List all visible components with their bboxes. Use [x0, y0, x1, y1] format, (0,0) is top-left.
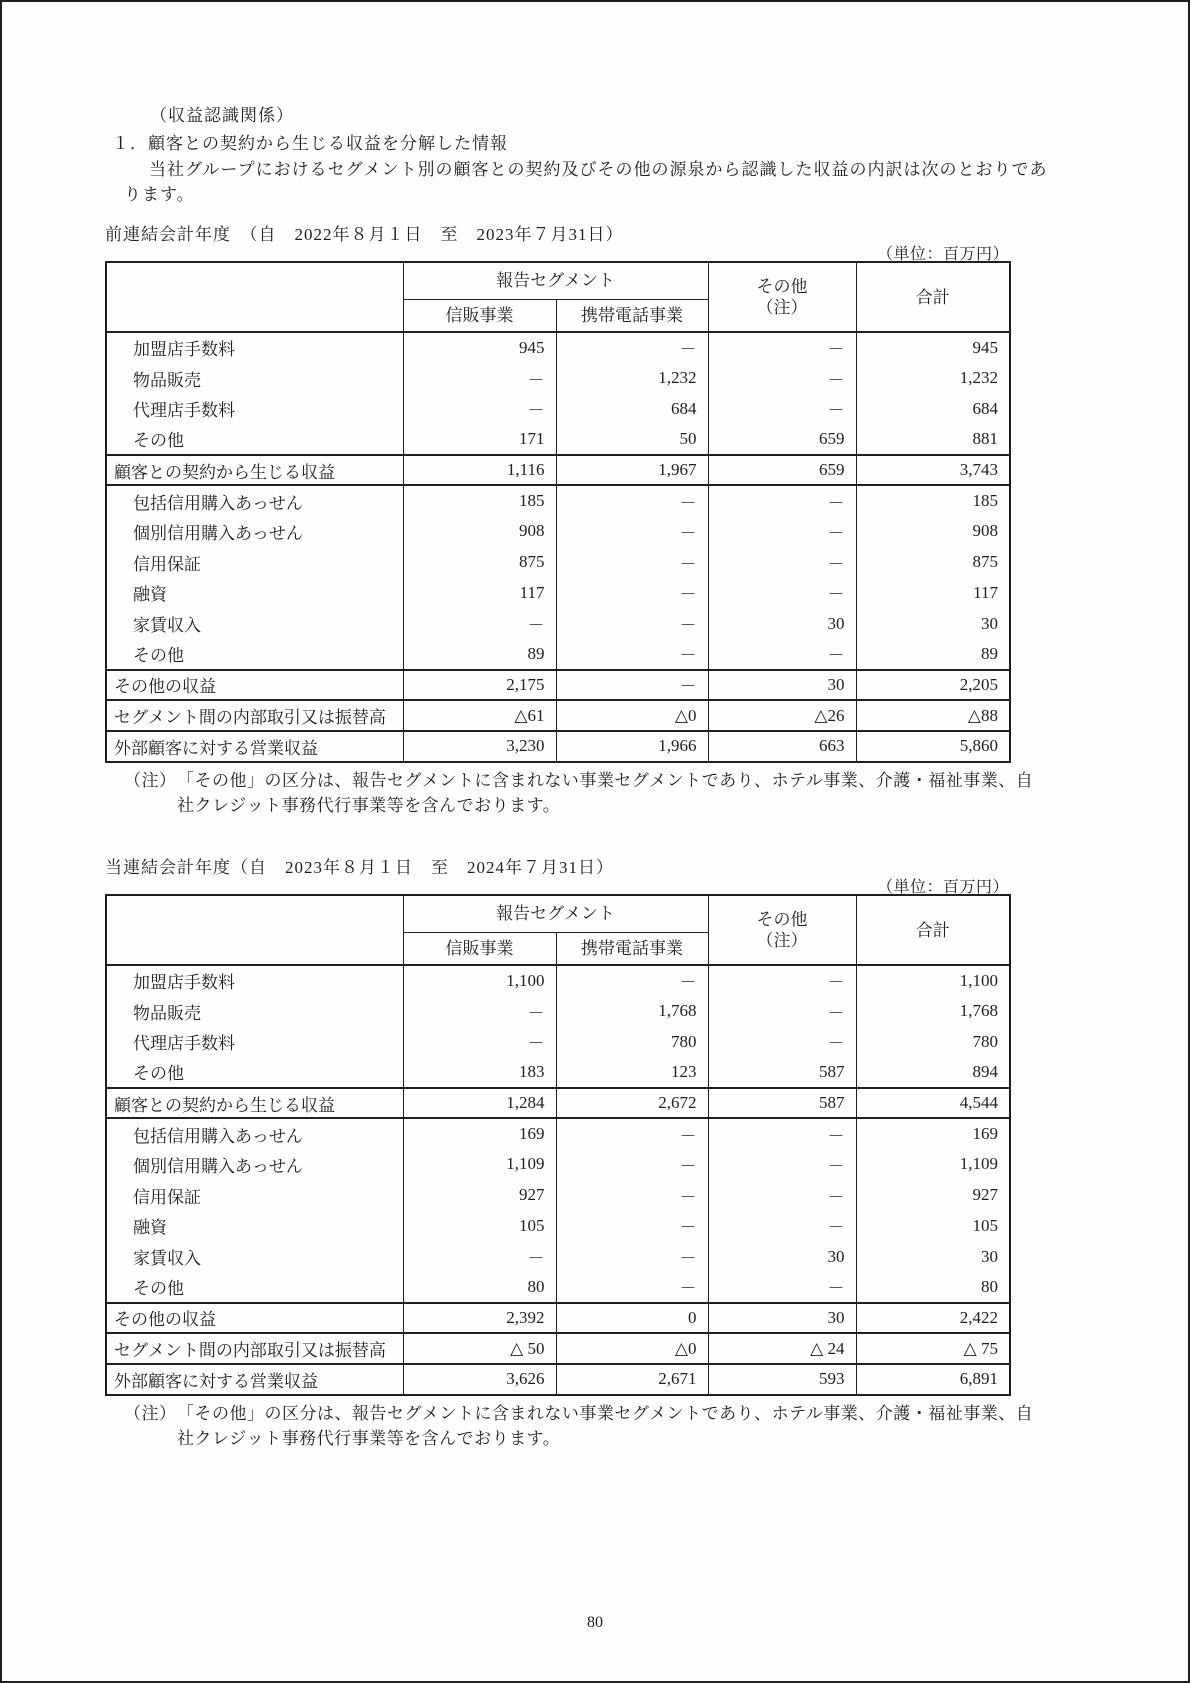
cell-value: 945: [856, 332, 1010, 363]
cell-value: －: [708, 1118, 856, 1149]
row-label: 包括信用購入あっせん: [106, 1118, 403, 1149]
cell-value: 30: [708, 1303, 856, 1334]
cell-value: 1,284: [403, 1088, 556, 1119]
cell-value: 593: [708, 1364, 856, 1395]
cell-value: 1,768: [556, 996, 708, 1027]
table-row: [106, 965, 1010, 996]
cell-value: 169: [403, 1118, 556, 1149]
row-label: その他: [106, 424, 403, 455]
table-row: [106, 1088, 1010, 1119]
header-total: 合計: [856, 262, 1010, 332]
header-other-line2: （注）: [756, 931, 808, 950]
cell-value: 659: [708, 424, 856, 455]
cell-value: －: [556, 485, 708, 516]
item-title: [112, 129, 508, 154]
intro-paragraph-line1: 当社グループにおけるセグメント別の顧客との契約及びその他の源泉から認識した収益の内訳は次のとおりであ: [149, 160, 1048, 179]
row-label: 個別信用購入あっせん: [106, 516, 403, 547]
cell-value: －: [556, 578, 708, 609]
table-row: [106, 1180, 1010, 1211]
table-row: [106, 1333, 1010, 1364]
row-label: 物品販売: [106, 996, 403, 1027]
cell-value: △ 75: [856, 1333, 1010, 1364]
cell-value: －: [403, 363, 556, 394]
cell-value: 2,175: [403, 670, 556, 701]
cell-value: 684: [556, 393, 708, 424]
cell-value: －: [556, 1118, 708, 1149]
table-row: [106, 578, 1010, 609]
cell-value: 881: [856, 424, 1010, 455]
row-label: その他: [106, 1272, 403, 1303]
cell-value: －: [708, 965, 856, 996]
cell-value: 80: [856, 1272, 1010, 1303]
note-line1: 「その他」の区分は、報告セグメントに含まれない事業セグメントであり、ホテル事業、介護・福祉事業、自: [177, 771, 1034, 790]
cell-value: 2,205: [856, 670, 1010, 701]
cell-value: 4,544: [856, 1088, 1010, 1119]
period-label-current-year: 当連結会計年度（自 2023年８月１日 至 2024年７月31日）: [105, 858, 614, 877]
table-row: [106, 424, 1010, 455]
row-label: セグメント間の内部取引又は振替高: [106, 700, 403, 731]
table-row: [106, 485, 1010, 516]
cell-value: －: [403, 393, 556, 424]
cell-value: 1,116: [403, 455, 556, 486]
row-label: 代理店手数料: [106, 393, 403, 424]
cell-value: 659: [708, 455, 856, 486]
cell-value: －: [556, 608, 708, 639]
cell-value: 185: [856, 485, 1010, 516]
cell-value: －: [708, 1180, 856, 1211]
cell-value: －: [556, 965, 708, 996]
segment-revenue-table-current-year: [105, 894, 1011, 1396]
cell-value: 780: [556, 1026, 708, 1057]
header-total: 合計: [856, 895, 1010, 965]
row-label: 信用保証: [106, 1180, 403, 1211]
cell-value: 587: [708, 1088, 856, 1119]
row-label: 物品販売: [106, 363, 403, 394]
cell-value: －: [708, 485, 856, 516]
row-label: 加盟店手数料: [106, 965, 403, 996]
cell-value: 3,626: [403, 1364, 556, 1395]
row-label: その他の収益: [106, 1303, 403, 1334]
cell-value: 3,230: [403, 731, 556, 762]
cell-value: 30: [856, 1241, 1010, 1272]
cell-value: －: [556, 1241, 708, 1272]
cell-value: 1,232: [856, 363, 1010, 394]
row-label: 家賃収入: [106, 608, 403, 639]
cell-value: 1,100: [856, 965, 1010, 996]
cell-value: 875: [403, 547, 556, 578]
row-label: その他: [106, 639, 403, 670]
table-body: [106, 332, 1010, 762]
cell-value: 927: [403, 1180, 556, 1211]
row-label: 家賃収入: [106, 1241, 403, 1272]
cell-value: △61: [403, 700, 556, 731]
header-blank-cell: [106, 262, 403, 332]
table-row: [106, 1241, 1010, 1272]
cell-value: 89: [856, 639, 1010, 670]
row-label: 顧客との契約から生じる収益: [106, 1088, 403, 1119]
table-row: [106, 731, 1010, 762]
table-row: [106, 1303, 1010, 1334]
row-label: 包括信用購入あっせん: [106, 485, 403, 516]
cell-value: 587: [708, 1057, 856, 1088]
cell-value: －: [708, 516, 856, 547]
table-row: [106, 547, 1010, 578]
cell-value: －: [708, 1272, 856, 1303]
header-shinpan-segment: 信販事業: [403, 932, 556, 965]
period-label-previous-year: 前連結会計年度 （自 2022年８月１日 至 2023年７月31日）: [105, 225, 624, 244]
cell-value: －: [403, 1241, 556, 1272]
cell-value: －: [556, 1149, 708, 1180]
cell-value: 1,109: [403, 1149, 556, 1180]
table-row: [106, 1149, 1010, 1180]
cell-value: 1,232: [556, 363, 708, 394]
cell-value: 117: [856, 578, 1010, 609]
header-other-line1: その他: [756, 910, 808, 929]
cell-value: －: [708, 363, 856, 394]
cell-value: －: [556, 639, 708, 670]
cell-value: 5,860: [856, 731, 1010, 762]
cell-value: 30: [708, 1241, 856, 1272]
table-row: [106, 516, 1010, 547]
cell-value: 89: [403, 639, 556, 670]
note-line2: 社クレジット事務代行事業等を含んでおります。: [177, 1429, 561, 1448]
header-row-group: [106, 895, 1010, 932]
cell-value: 663: [708, 731, 856, 762]
item-title-text: 顧客との契約から生じる収益を分解した情報: [148, 134, 508, 153]
cell-value: －: [556, 670, 708, 701]
cell-value: △0: [556, 1333, 708, 1364]
row-label: 融資: [106, 578, 403, 609]
table-body: [106, 965, 1010, 1395]
cell-value: 80: [403, 1272, 556, 1303]
cell-value: 945: [403, 332, 556, 363]
cell-value: 50: [556, 424, 708, 455]
table-row: [106, 608, 1010, 639]
cell-value: △ 50: [403, 1333, 556, 1364]
row-label: その他: [106, 1057, 403, 1088]
cell-value: －: [556, 1180, 708, 1211]
table-row: [106, 996, 1010, 1027]
table-note-current-year: [124, 1401, 1033, 1451]
cell-value: －: [403, 608, 556, 639]
row-label: 融資: [106, 1211, 403, 1242]
cell-value: 185: [403, 485, 556, 516]
cell-value: 875: [856, 547, 1010, 578]
row-label: 代理店手数料: [106, 1026, 403, 1057]
cell-value: －: [708, 996, 856, 1027]
table-row: [106, 363, 1010, 394]
cell-value: 908: [856, 516, 1010, 547]
header-other-line1: その他: [756, 277, 808, 296]
cell-value: －: [708, 332, 856, 363]
cell-value: 171: [403, 424, 556, 455]
unit-label: （単位：百万円）: [876, 246, 1009, 263]
cell-value: －: [708, 1026, 856, 1057]
table-row: [106, 332, 1010, 363]
table-row: [106, 1364, 1010, 1395]
row-label: 外部顧客に対する営業収益: [106, 731, 403, 762]
header-other-line2: （注）: [756, 298, 808, 317]
header-other: [708, 895, 856, 965]
cell-value: △0: [556, 700, 708, 731]
cell-value: －: [708, 1149, 856, 1180]
note-line1: 「その他」の区分は、報告セグメントに含まれない事業セグメントであり、ホテル事業、介護・福祉事業、自: [177, 1404, 1034, 1423]
cell-value: 183: [403, 1057, 556, 1088]
header-shinpan-segment: 信販事業: [403, 299, 556, 332]
table-row: [106, 670, 1010, 701]
cell-value: 927: [856, 1180, 1010, 1211]
note-label: （注）: [124, 771, 177, 790]
row-label: その他の収益: [106, 670, 403, 701]
table-row: [106, 1211, 1010, 1242]
table-row: [106, 1118, 1010, 1149]
table-row: [106, 1272, 1010, 1303]
cell-value: 2,672: [556, 1088, 708, 1119]
cell-value: －: [556, 1272, 708, 1303]
cell-value: 684: [856, 393, 1010, 424]
intro-paragraph-line2: ります。: [124, 185, 195, 204]
header-other: [708, 262, 856, 332]
cell-value: －: [556, 547, 708, 578]
row-label: セグメント間の内部取引又は振替高: [106, 1333, 403, 1364]
table-row: [106, 700, 1010, 731]
cell-value: －: [556, 1211, 708, 1242]
cell-value: 123: [556, 1057, 708, 1088]
cell-value: 0: [556, 1303, 708, 1334]
row-label: 顧客との契約から生じる収益: [106, 455, 403, 486]
cell-value: 105: [856, 1211, 1010, 1242]
header-mobile-segment: 携帯電話事業: [556, 932, 708, 965]
cell-value: 1,967: [556, 455, 708, 486]
cell-value: 780: [856, 1026, 1010, 1057]
cell-value: 1,768: [856, 996, 1010, 1027]
item-number: １．: [112, 134, 148, 153]
section-heading: （収益認識関係）: [150, 106, 294, 125]
cell-value: －: [708, 1211, 856, 1242]
cell-value: 908: [403, 516, 556, 547]
cell-value: 1,109: [856, 1149, 1010, 1180]
header-blank-cell: [106, 895, 403, 965]
cell-value: －: [708, 639, 856, 670]
row-label: 外部顧客に対する営業収益: [106, 1364, 403, 1395]
cell-value: 6,891: [856, 1364, 1010, 1395]
row-label: 個別信用購入あっせん: [106, 1149, 403, 1180]
note-label: （注）: [124, 1404, 177, 1423]
cell-value: 2,422: [856, 1303, 1010, 1334]
row-label: 加盟店手数料: [106, 332, 403, 363]
cell-value: －: [708, 393, 856, 424]
cell-value: △26: [708, 700, 856, 731]
header-mobile-segment: 携帯電話事業: [556, 299, 708, 332]
cell-value: 30: [708, 670, 856, 701]
cell-value: 1,100: [403, 965, 556, 996]
cell-value: 2,392: [403, 1303, 556, 1334]
row-label: 信用保証: [106, 547, 403, 578]
note-line2: 社クレジット事務代行事業等を含んでおります。: [177, 796, 561, 815]
cell-value: －: [556, 332, 708, 363]
cell-value: 169: [856, 1118, 1010, 1149]
table-row: [106, 1057, 1010, 1088]
segment-revenue-table-previous-year: [105, 261, 1011, 763]
cell-value: －: [708, 578, 856, 609]
table-row: [106, 455, 1010, 486]
header-report-segment: 報告セグメント: [403, 895, 708, 932]
table-row: [106, 1026, 1010, 1057]
cell-value: 30: [856, 608, 1010, 639]
cell-value: 2,671: [556, 1364, 708, 1395]
cell-value: 1,966: [556, 731, 708, 762]
header-report-segment: 報告セグメント: [403, 262, 708, 299]
cell-value: 30: [708, 608, 856, 639]
cell-value: △ 24: [708, 1333, 856, 1364]
table-note-previous-year: [124, 768, 1033, 818]
table-row: [106, 639, 1010, 670]
cell-value: 105: [403, 1211, 556, 1242]
header-row-group: [106, 262, 1010, 299]
table-row: [106, 393, 1010, 424]
cell-value: 3,743: [856, 455, 1010, 486]
cell-value: －: [403, 996, 556, 1027]
cell-value: △88: [856, 700, 1010, 731]
cell-value: －: [403, 1026, 556, 1057]
cell-value: －: [708, 547, 856, 578]
page-number: 80: [587, 1614, 603, 1631]
cell-value: 894: [856, 1057, 1010, 1088]
unit-label: （単位：百万円）: [876, 879, 1009, 896]
cell-value: －: [556, 516, 708, 547]
cell-value: 117: [403, 578, 556, 609]
